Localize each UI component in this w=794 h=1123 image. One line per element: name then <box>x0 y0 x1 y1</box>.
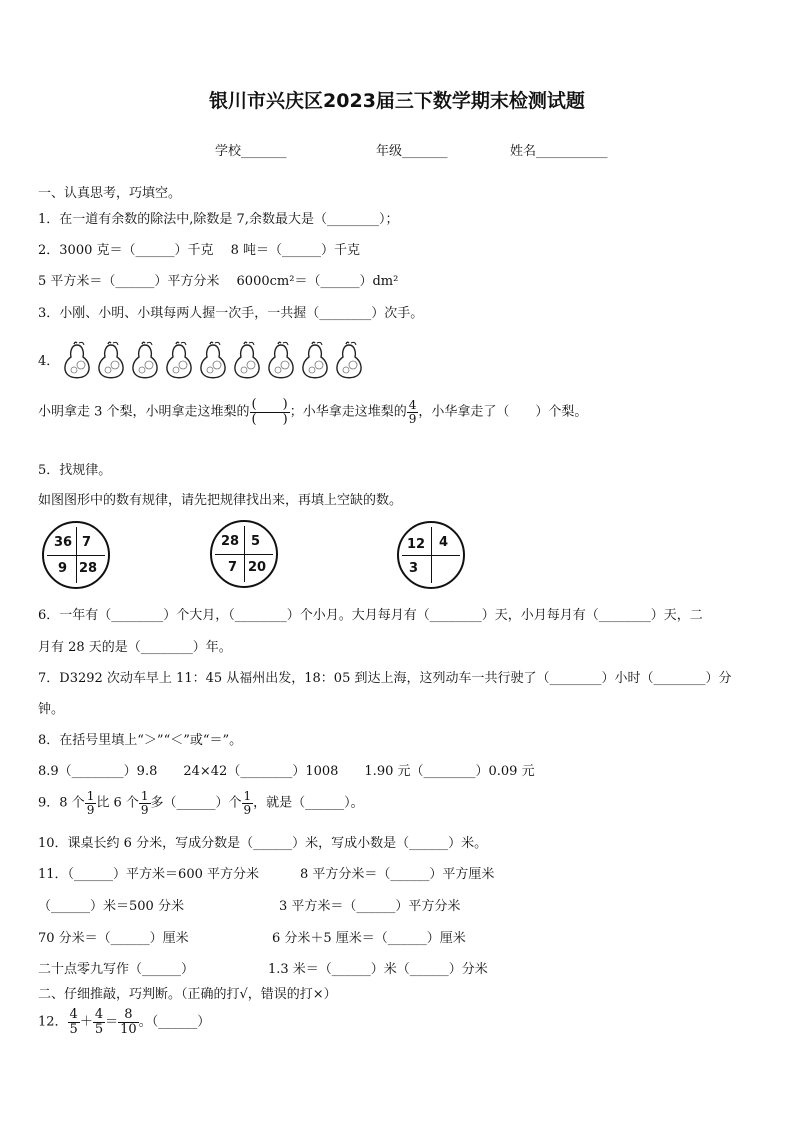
fraction-4-9: $\frac{4}{9}$ <box>408 398 417 426</box>
question-10: 10．课桌长约 6 分米，写成分数是（______）米，写成小数是（______）米。 <box>38 836 488 851</box>
pear-icon <box>201 342 225 378</box>
pattern-circle-1: 36 7 9 28 <box>42 521 110 589</box>
fraction-4-5: $\frac{4}{5}$ <box>94 1007 104 1037</box>
question-8: 8．在括号里填上“＞”“＜”或“＝”。 <box>38 733 243 748</box>
section-2-heading: 二、仔细推敲，巧判断。（正确的打√，错误的打×） <box>38 987 337 1002</box>
pear-row <box>62 340 372 384</box>
question-9: 9．8 个 $\frac{1}{9}$ 比 6 个 $\frac{1}{9}$ 多（______）个 $\frac{1}{9}$ ，就是（______）。 <box>38 789 364 817</box>
pear-icon <box>133 342 157 378</box>
question-5: 5．找规律。 <box>38 463 112 478</box>
name-field: 姓名___________ <box>510 144 608 159</box>
q4-part-b: ；小华拿走这堆梨的 <box>289 404 407 420</box>
question-4-text <box>38 398 587 426</box>
question-12: 12． $\frac{4}{5}$ ＋ $\frac{4}{5}$ ＝ $\frac{8}{10}$ 。（______） <box>38 1007 211 1037</box>
grade-field: 年级_______ <box>376 144 448 159</box>
pear-icon <box>235 342 259 378</box>
question-6-line-1: 6．一年有（________）个大月，（________）个小月。大月每月有（________）天，小月每月有（________）天，二 <box>38 608 703 623</box>
question-2-line-2: 5 平方米＝（______）平方分米 6000cm²＝（______）dm² <box>38 274 399 289</box>
question-3: 3．小刚、小明、小琪每两人握一次手，一共握（________）次手。 <box>38 306 424 321</box>
pears-illustration <box>62 340 372 380</box>
question-1: 1．在一道有余数的除法中,除数是 7,余数最大是（________）； <box>38 212 399 227</box>
fraction-8-10: $\frac{8}{10}$ <box>120 1007 137 1037</box>
question-8-items: 8.9（________）9.8 24×42（________）1008 1.90 元（________）0.09 元 <box>38 764 535 779</box>
q4-part-a: 小明拿走 3 个梨，小明拿走这堆梨的 <box>38 404 250 420</box>
question-11-d-left: 二十点零九写作（______） <box>38 962 195 977</box>
fraction-1-9: $\frac{1}{9}$ <box>140 789 149 817</box>
pear-icon <box>269 342 293 378</box>
fraction-1-9: $\frac{1}{9}$ <box>86 789 95 817</box>
pattern-circle-3: 12 4 3 <box>397 521 465 589</box>
fraction-1-9: $\frac{1}{9}$ <box>243 789 252 817</box>
pear-icon <box>99 342 123 378</box>
question-11-a-right: 8 平方分米＝（______）平方厘米 <box>300 867 495 882</box>
pear-icon <box>65 342 89 378</box>
question-7-line-1: 7．D3292 次动车早上 11：45 从福州出发，18：05 到达上海，这列动车一共行驶了（________）小时（________）分 <box>38 671 732 686</box>
q4-part-c: ，小华拿走了（ ）个梨。 <box>418 404 588 420</box>
pattern-circle-2: 28 5 7 20 <box>210 520 278 588</box>
pear-icon <box>167 342 191 378</box>
pear-icon <box>337 342 361 378</box>
fraction-4-5: $\frac{4}{5}$ <box>69 1007 78 1037</box>
question-6-line-2: 月有 28 天的是（________）年。 <box>38 640 232 655</box>
page-title: 银川市兴庆区2023届三下数学期末检测试题 <box>209 90 585 112</box>
section-1-heading: 一、认真思考，巧填空。 <box>38 186 182 201</box>
fraction-blank: $\frac{( )}{( )}$ <box>251 397 288 427</box>
question-11-d-right: 1.3 米＝（______）米（______）分米 <box>268 962 488 977</box>
question-7-line-2: 钟。 <box>38 702 65 717</box>
school-field: 学校_______ <box>215 144 287 159</box>
question-11-c-left: 70 分米＝（______）厘米 <box>38 931 189 946</box>
pear-icon <box>303 342 327 378</box>
question-11-a-left: 11．（______）平方米＝600 平方分米 <box>38 867 259 882</box>
question-4-number: 4． <box>38 354 60 369</box>
question-11-b-right: 3 平方米＝（______）平方分米 <box>279 899 461 914</box>
question-11-b-left: （______）米＝500 分米 <box>38 899 184 914</box>
question-11-c-right: 6 分米＋5 厘米＝（______）厘米 <box>272 931 466 946</box>
question-2-line-1: 2．3000 克＝（______）千克 8 吨＝（______）千克 <box>38 243 361 258</box>
question-5-description: 如图图形中的数有规律，请先把规律找出来，再填上空缺的数。 <box>38 493 403 508</box>
